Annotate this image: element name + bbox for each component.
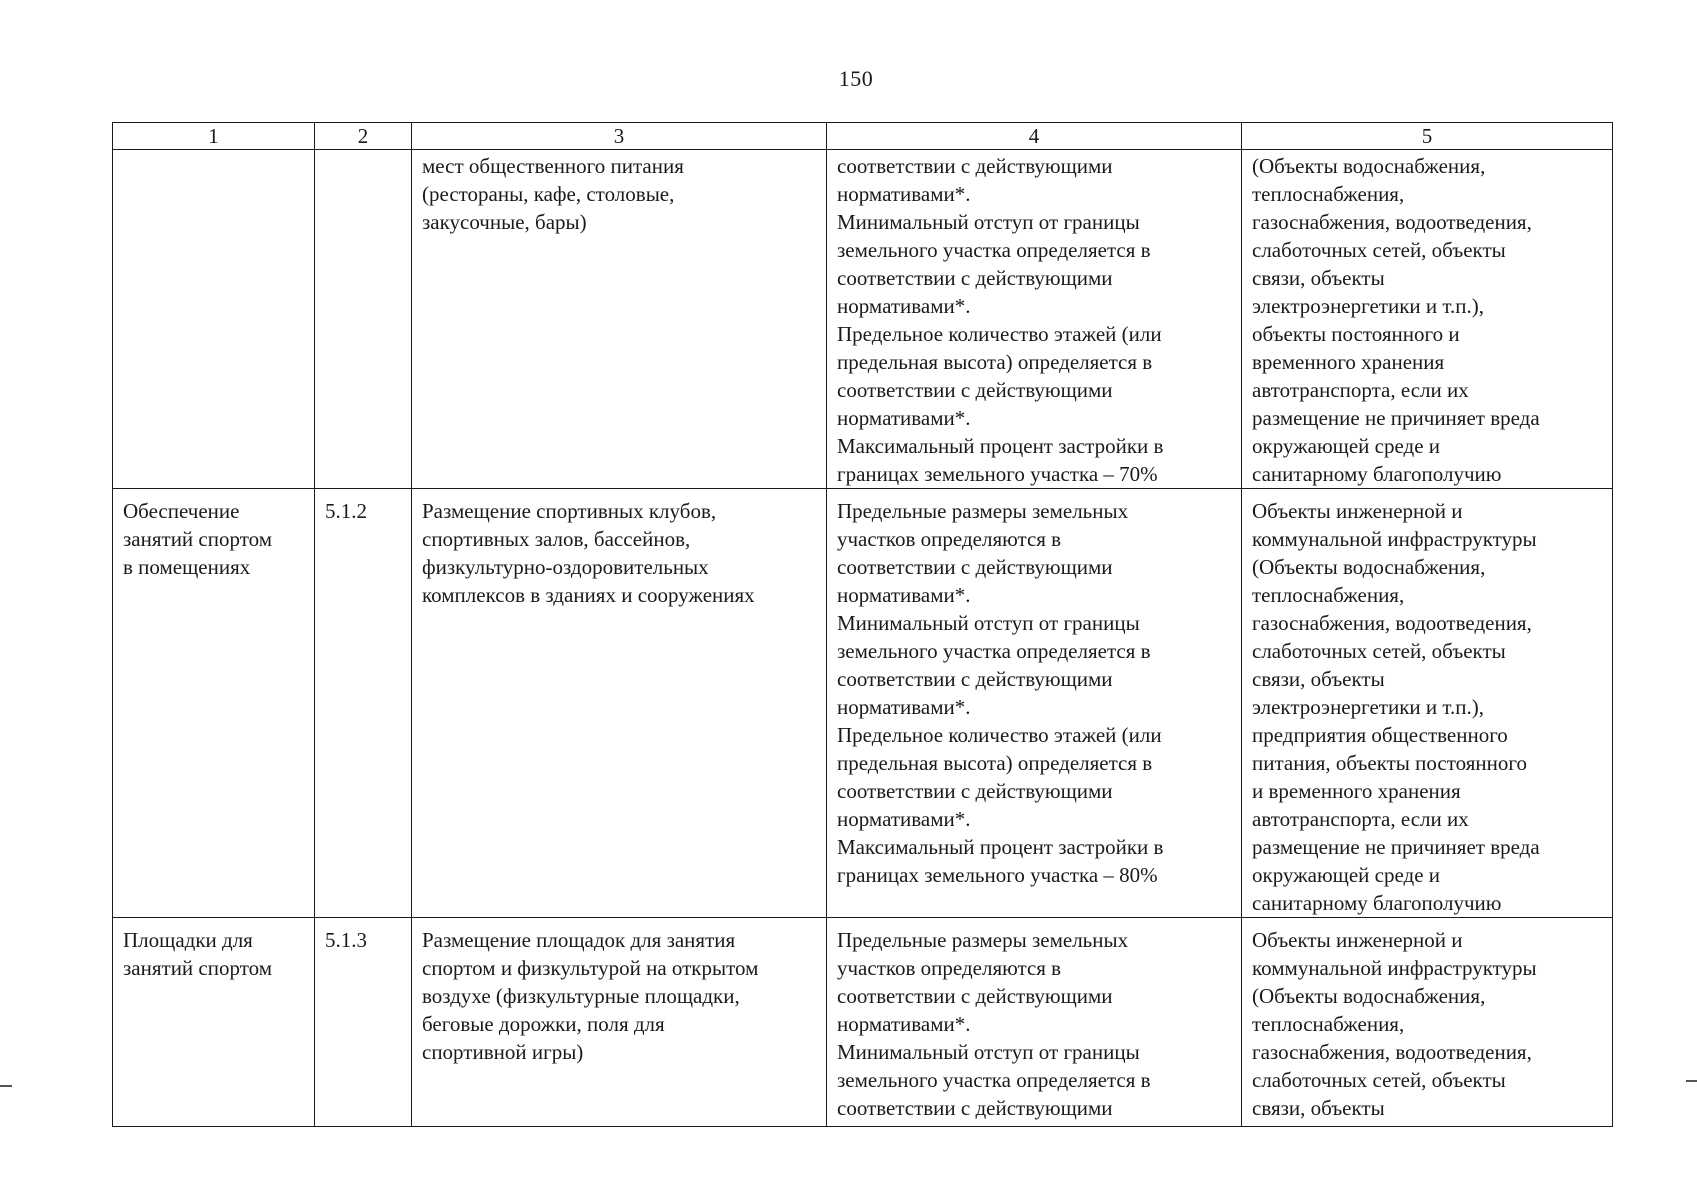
use-name-cell: Площадки для занятий спортом	[113, 918, 315, 1127]
use-code-cell: 5.1.2	[315, 489, 412, 918]
use-code-cell: 5.1.3	[315, 918, 412, 1127]
column-header-1: 1	[113, 123, 315, 150]
table-header	[113, 123, 1613, 150]
use-description-cell: мест общественного питания (рестораны, кафе, столовые, закусочные, бары)	[412, 150, 827, 489]
column-header-4: 4	[827, 123, 1242, 150]
auxiliary-uses-cell: Объекты инженерной и коммунальной инфраструктуры (Объекты водоснабжения, теплоснабжения, газоснабжения, водоотведения, слаботочных сетей, объекты связи, объекты	[1242, 918, 1613, 1127]
column-header-2: 2	[315, 123, 412, 150]
table-row	[113, 918, 1613, 1127]
parameters-cell: Предельные размеры земельных участков определяются в соответствии с действующими нормативами*. Минимальный отступ от границы земельного участка определяется в соответствии с действующими	[827, 918, 1242, 1127]
page-number: 150	[838, 66, 874, 91]
column-header-3: 3	[412, 123, 827, 150]
column-header-5: 5	[1242, 123, 1613, 150]
auxiliary-uses-cell: (Объекты водоснабжения, теплоснабжения, газоснабжения, водоотведения, слаботочных сетей, объекты связи, объекты электроэнергетики и т.п.), объекты постоянного и временного хранения автотранспорта, если их размещение не причиняет вреда окружающей среде и санитарному благополучию	[1242, 150, 1613, 489]
use-description-cell: Размещение площадок для занятия спортом и физкультурой на открытом воздухе (физкультурные площадки, беговые дорожки, поля для спортивной игры)	[412, 918, 827, 1127]
use-code-cell	[315, 150, 412, 489]
parameters-cell: Предельные размеры земельных участков определяются в соответствии с действующими нормативами*. Минимальный отступ от границы земельного участка определяется в соответствии с действующими нормативами*. Предельное количество этажей (или предельная высота) определяется в соответствии с действующими нормативами*. Максимальный процент застройки в границах земельного участка – 80%	[827, 489, 1242, 918]
use-description-cell: Размещение спортивных клубов, спортивных залов, бассейнов, физкультурно-оздоровительных комплексов в зданиях и сооружениях	[412, 489, 827, 918]
scan-edge-mark-right	[1686, 1080, 1697, 1082]
parameters-cell: соответствии с действующими нормативами*. Минимальный отступ от границы земельного участка определяется в соответствии с действующими нормативами*. Предельное количество этажей (или предельная высота) определяется в соответствии с действующими нормативами*. Максимальный процент застройки в границах земельного участка – 70%	[827, 150, 1242, 489]
land-use-table	[112, 122, 1613, 1127]
header-row	[113, 123, 1613, 150]
table-row	[113, 489, 1613, 918]
table-body	[113, 150, 1613, 1127]
auxiliary-uses-cell: Объекты инженерной и коммунальной инфраструктуры (Объекты водоснабжения, теплоснабжения, газоснабжения, водоотведения, слаботочных сетей, объекты связи, объекты электроэнергетики и т.п.), предприятия общественного питания, объекты постоянного и временного хранения автотранспорта, если их размещение не причиняет вреда окружающей среде и санитарному благополучию	[1242, 489, 1613, 918]
scan-edge-mark-left	[0, 1085, 12, 1087]
use-name-cell	[113, 150, 315, 489]
use-name-cell: Обеспечение занятий спортом в помещениях	[113, 489, 315, 918]
table-row	[113, 150, 1613, 489]
